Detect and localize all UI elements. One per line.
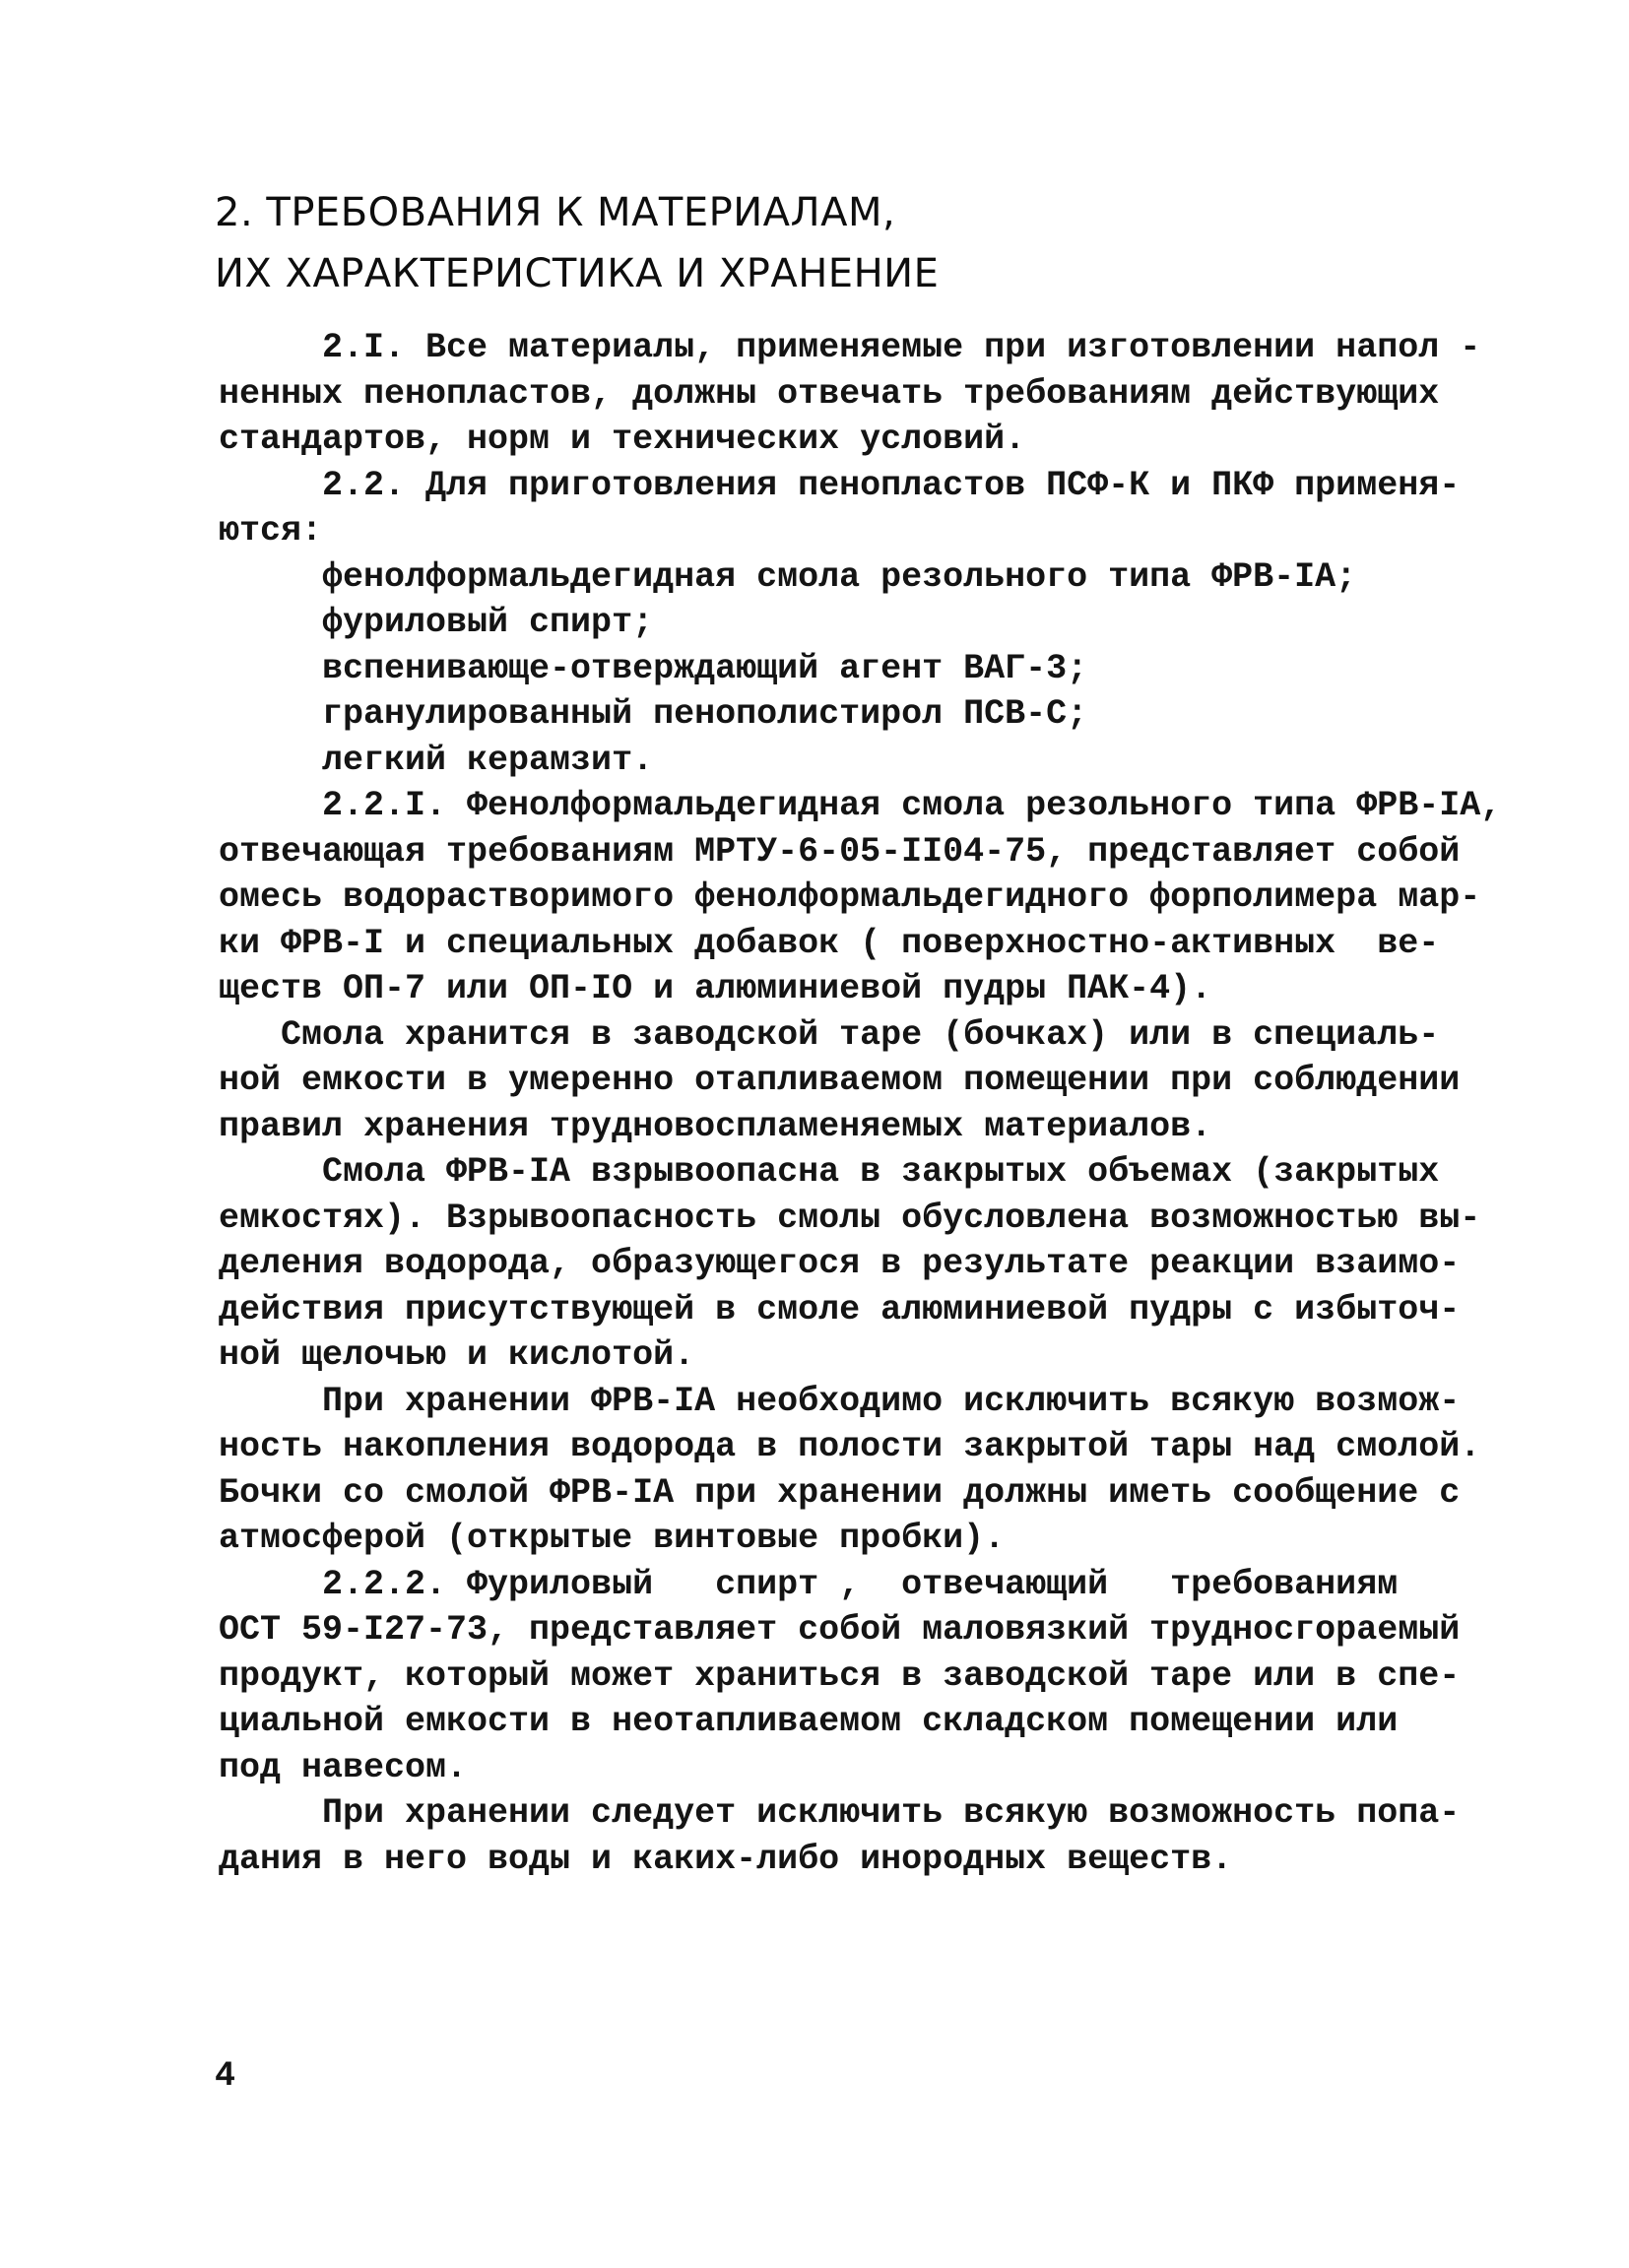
text-line: атмосферой (открытые винтовые пробки). [219,1519,1006,1558]
text-line: 2.2.I. Фенолформальдегидная смола резольного типа ФРВ-IА, [219,786,1502,825]
list-item: гранулированный пенополистирол ПСВ-С; [219,694,1088,734]
text-line: ществ ОП-7 или ОП-IО и алюминиевой пудры ПАК-4). [219,969,1212,1008]
text-line: При хранении следует исключить всякую возможность попа- [219,1793,1461,1833]
text-line: ность накопления водорода в полости закрытой тары над смолой. [219,1427,1481,1466]
text-line: омесь водорастворимого фенолформальдегидного форполимера мар- [219,877,1481,917]
text-line: ной щелочью и кислотой. [219,1335,695,1375]
text-line: циальной емкости в неотапливаемом складском помещении или [219,1702,1399,1741]
text-line: продукт, который может храниться в заводской таре или в спе- [219,1655,1461,1696]
text-line: 2.I. Все материалы, применяемые при изготовлении напол - [219,328,1481,367]
text-line: ной емкости в умеренно отапливаемом помещении при соблюдении [219,1061,1461,1100]
text-line: правил хранения трудновоспламеняемых материалов. [219,1106,1212,1146]
text-line: ОСТ 59-I27-73, представляет собой маловязкий трудносгораемый [219,1610,1461,1650]
text-line: стандартов, норм и технических условий. [219,420,1026,459]
section-heading [215,182,1397,304]
text-line: дания в него воды и каких-либо инородных веществ. [219,1839,1233,1879]
list-item: фуриловый спирт; [219,603,654,642]
text-line: Смола ФРВ-IА взрывоопасна в закрытых объемах (закрытых [219,1152,1440,1192]
text-line: действия присутствующей в смоле алюминиевой пудры с избыточ- [219,1289,1461,1329]
page-number: 4 [215,2056,236,2096]
list-item: вспенивающе-отверждающий агент ВАГ-3; [219,648,1088,688]
body-text [219,325,1502,1882]
section-heading-line-1: 2. ТРЕБОВАНИЯ К МАТЕРИАЛАМ, [215,190,896,235]
list-item: легкий керамзит. [219,740,654,780]
list-item: фенолформальдегидная смола резольного типа ФРВ-IА; [219,556,1357,597]
section-heading-line-2: ИХ ХАРАКТЕРИСТИКА И ХРАНЕНИЕ [215,251,940,296]
text-line: Бочки со смолой ФРВ-IА при хранении должны иметь сообщение с [219,1472,1461,1513]
text-line: деления водорода, образующегося в результате реакции взаимо- [219,1244,1461,1283]
text-line: отвечающая требованиям МРТУ-6-05-II04-75, представляет собой [219,831,1461,872]
text-line: ются: [219,511,323,551]
text-line: емкостях). Взрывоопасность смолы обусловлена возможностью вы- [219,1198,1481,1238]
text-line: При хранении ФРВ-IА необходимо исключить всякую возмож- [219,1381,1461,1421]
text-line: 2.2.2. Фуриловый спирт , отвечающий требованиям [219,1564,1399,1604]
text-line: 2.2. Для приготовления пенопластов ПСФ-К и ПКФ применя- [219,465,1461,505]
text-line: ненных пенопластов, должны отвечать требованиям действующих [219,373,1440,414]
text-line: ки ФРВ-I и специальных добавок ( поверхностно-активных ве- [219,923,1440,963]
text-line: Смола хранится в заводской таре (бочках) или в специаль- [219,1014,1440,1055]
text-line: под навесом. [219,1747,468,1787]
